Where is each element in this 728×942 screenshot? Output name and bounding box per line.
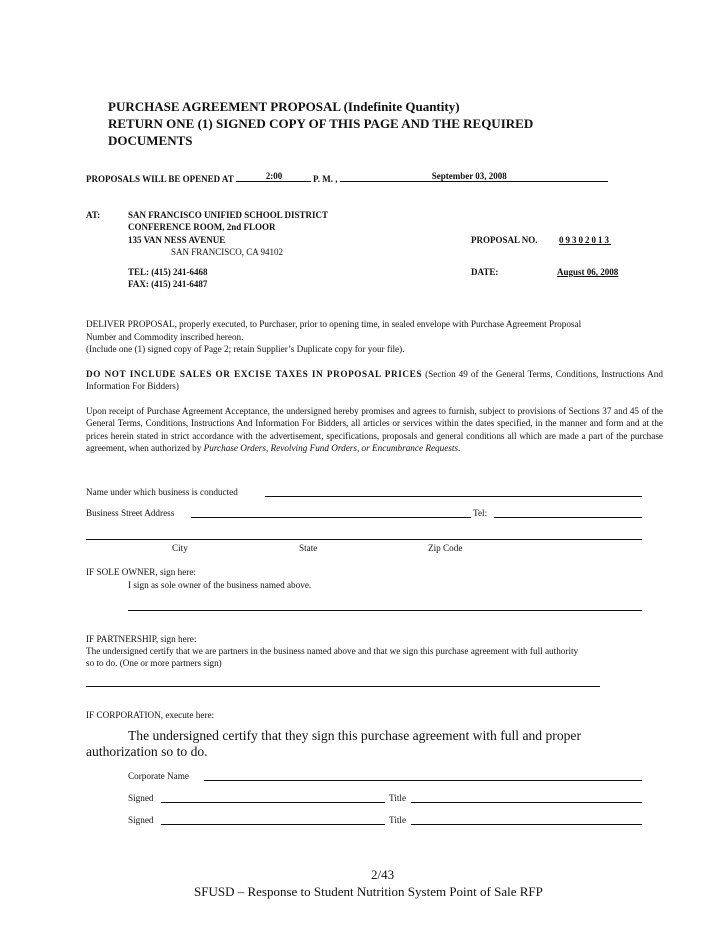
- receipt-text: Upon receipt of Purchase Agreement Acceptance, the undersigned hereby promises and agrees to furnish, subject to provisions of Sections 37 and 45 of the General Terms, Conditions, Instructions And Information For Bidders, all articles or services within the dates specified, in the manner and form and at the prices herein stated in strict accordance with the advertisement, specifications, proposals and general conditions all which are made a part of the purchase agreement, when authorized by: [86, 406, 663, 454]
- opening-line: [86, 172, 608, 185]
- title-field-1[interactable]: [411, 802, 642, 803]
- opening-time: 2:00: [265, 171, 283, 181]
- corporate-name-field[interactable]: [204, 780, 642, 781]
- tax-paragraph: [86, 368, 663, 393]
- business-street-field[interactable]: [191, 517, 471, 518]
- address-line3: 135 VAN NESS AVENUE: [128, 235, 226, 245]
- opening-time-field: [236, 172, 311, 182]
- opening-prefix: PROPOSALS WILL BE OPENED AT: [86, 174, 234, 184]
- city-label: City: [172, 543, 188, 553]
- business-name-field[interactable]: [265, 496, 642, 497]
- deliver-line3: (Include one (1) signed copy of Page 2; retain Supplier’s Duplicate copy for your file).: [86, 344, 405, 354]
- title-label-2: Title: [389, 815, 407, 825]
- partnership-line1: The undersigned certify that we are partners in the business named above and that we sign this purchase agreement with full authority: [86, 646, 579, 656]
- signed-label-2: Signed: [128, 815, 154, 825]
- business-street-label: Business Street Address: [86, 508, 175, 518]
- partnership-line2: so to do. (One or more partners sign): [86, 658, 222, 668]
- signed-field-2[interactable]: [161, 824, 385, 825]
- opening-pm: P. M. ,: [313, 174, 338, 184]
- page-number: 2/43: [371, 867, 395, 882]
- address-line4: SAN FRANCISCO, CA 94102: [171, 247, 284, 257]
- address-fax: FAX: (415) 241-6487: [128, 279, 208, 289]
- header-title-line3: DOCUMENTS: [108, 133, 193, 148]
- business-tel-label: Tel:: [473, 508, 488, 518]
- deliver-line1: DELIVER PROPOSAL, properly executed, to Purchaser, prior to opening time, in sealed envelope with Purchase Agreement Proposal: [86, 319, 582, 329]
- header-title-line1: PURCHASE AGREEMENT PROPOSAL (Indefinite Quantity): [108, 99, 460, 114]
- date-value: August 06, 2008: [557, 267, 619, 277]
- business-tel-field[interactable]: [494, 517, 642, 518]
- receipt-paragraph: [86, 405, 663, 455]
- corporation-cert-line2: authorization so to do.: [86, 744, 208, 759]
- tax-reference: (Section 49 of the General Terms, Conditions, Instructions And Information For Bidders): [86, 369, 663, 392]
- corporate-name-label: Corporate Name: [128, 771, 189, 781]
- deliver-line2: Number and Commodity inscribed hereon.: [86, 332, 244, 342]
- proposal-no-value: 09302013: [559, 235, 611, 245]
- partnership-signature-field[interactable]: [86, 686, 600, 687]
- address-tel: TEL: (415) 241-6468: [128, 267, 208, 277]
- business-name-label: Name under which business is conducted: [86, 487, 238, 497]
- proposal-no-label: PROPOSAL NO.: [471, 235, 538, 245]
- signed-field-1[interactable]: [161, 802, 385, 803]
- opening-date: September 03, 2008: [431, 171, 507, 181]
- corporation-heading: IF CORPORATION, execute here:: [86, 710, 215, 720]
- city-state-zip-field[interactable]: [86, 539, 642, 540]
- address-line1: SAN FRANCISCO UNIFIED SCHOOL DISTRICT: [128, 210, 329, 220]
- footer-caption: SFUSD – Response to Student Nutrition System Point of Sale RFP: [194, 884, 543, 899]
- opening-date-field: [340, 172, 608, 182]
- signed-label-1: Signed: [128, 793, 154, 803]
- header-title-line2: RETURN ONE (1) SIGNED COPY OF THIS PAGE AND THE REQUIRED: [108, 116, 534, 131]
- zip-label: Zip Code: [428, 543, 463, 553]
- state-label: State: [299, 543, 318, 553]
- receipt-italic: Purchase Orders, Revolving Fund Orders, or Encumbrance Requests: [203, 443, 459, 454]
- partnership-heading: IF PARTNERSHIP, sign here:: [86, 634, 197, 644]
- at-label: AT:: [86, 210, 101, 220]
- sole-owner-signature-field[interactable]: [128, 610, 642, 611]
- title-label-1: Title: [389, 793, 407, 803]
- date-label: DATE:: [471, 267, 499, 277]
- sole-owner-heading: IF SOLE OWNER, sign here:: [86, 567, 196, 577]
- address-line2: CONFERENCE ROOM, 2nd FLOOR: [128, 222, 276, 232]
- receipt-end: .: [458, 443, 461, 454]
- corporation-cert-line1: The undersigned certify that they sign this purchase agreement with full and proper: [128, 728, 581, 743]
- tax-notice: DO NOT INCLUDE SALES OR EXCISE TAXES IN PROPOSAL PRICES: [86, 369, 423, 379]
- title-field-2[interactable]: [411, 824, 642, 825]
- sole-owner-text: I sign as sole owner of the business named above.: [128, 580, 312, 590]
